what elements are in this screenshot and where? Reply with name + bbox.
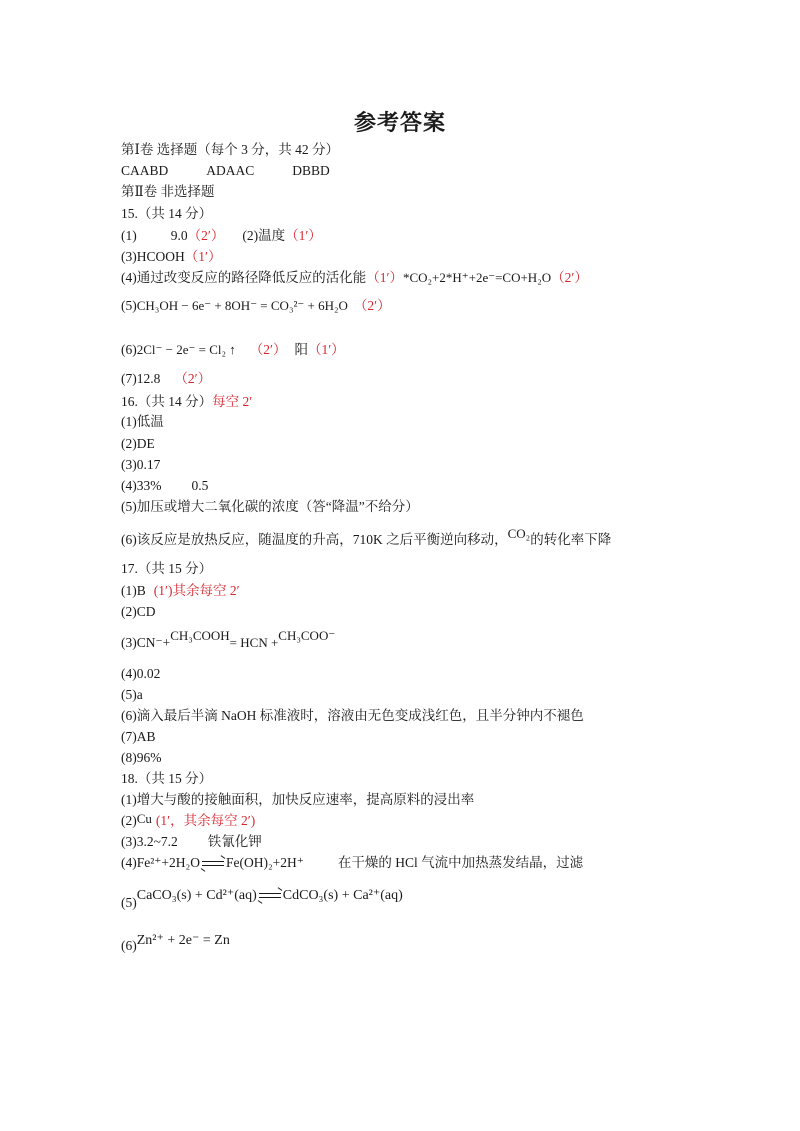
q17-4: (4)0.02 xyxy=(121,666,161,681)
score-mark: （2′） xyxy=(174,371,212,386)
q18-2: (2)Cu (1′，其余每空 2′) xyxy=(121,811,256,828)
answers-group-2: ADAAC xyxy=(206,163,255,178)
q16-4: (4)33% 0.5 xyxy=(121,478,209,493)
score-mark: （2′） xyxy=(551,270,588,285)
q17-header: 17.（共 15 分） xyxy=(121,561,213,576)
formula: *CO₂+2*H⁺+2e⁻=CO+H₂O xyxy=(402,270,552,285)
choice-answers xyxy=(121,164,330,178)
q17-1: (1)B (1′)其余每空 2′ xyxy=(121,583,240,598)
q17-2: (2)CD xyxy=(121,604,156,619)
q17-6: (6)滴入最后半滴 NaOH 标准液时，溶液由无色变成浅红色，且半分钟内不褪色 xyxy=(121,708,584,723)
q18-1: (1)增大与酸的接触面积，加快反应速率，提高原料的浸出率 xyxy=(121,792,475,807)
score-mark: （2′） xyxy=(187,228,225,243)
q15-1-2: (1) 9.0（2′） (2)温度（1′） xyxy=(121,228,322,243)
formula: CH₃COOH xyxy=(170,628,230,643)
answers-group-3: DBBD xyxy=(292,163,330,178)
section-1-header: 第Ⅰ卷 选择题（每个 3 分，共 42 分） xyxy=(121,142,339,157)
q16-3: (3)0.17 xyxy=(121,457,161,472)
score-note: (1′，其余每空 2′) xyxy=(155,813,256,828)
formula: Zn²⁺ + 2e⁻ = Zn xyxy=(136,933,230,948)
q16-header: 16.（共 14 分）每空 2′ xyxy=(121,394,253,409)
formula: Cu xyxy=(136,811,152,826)
q16-6: (6)该反应是放热反应，随温度的升高，710K 之后平衡逆向移动，CO₂的转化率下降 xyxy=(121,526,612,547)
q15-6: (6)2Cl⁻ − 2e⁻ = Cl₂ ↑ （2′） 阳（1′） xyxy=(121,342,345,357)
score-mark: （1′） xyxy=(366,270,403,285)
q18-5: (5)CaCO₃(s) + Cd²⁺(aq) CdCO₃(s) + Ca²⁺(aq) xyxy=(121,888,403,910)
score-mark: （1′） xyxy=(285,228,322,243)
q15-5: (5)CH₃OH − 6e⁻ + 8OH⁻ = CO₃²⁻ + 6H₂O （2′） xyxy=(121,298,391,313)
score-note: (1′)其余每空 2′ xyxy=(153,583,240,598)
answers-group-1: CAABD xyxy=(121,163,169,178)
score-mark: （2′） xyxy=(249,342,287,357)
q15-3: (3)HCOOH（1′） xyxy=(121,249,222,264)
score-mark: （1′） xyxy=(184,249,222,264)
formula: CH₃OH − 6e⁻ + 8OH⁻ = CO₃²⁻ + 6H₂O xyxy=(136,298,348,313)
score-mark: （1′） xyxy=(307,342,345,357)
q18-4: (4)Fe²⁺+2H₂O Fe(OH)₂+2H⁺ 在干燥的 HCl 气流中加热蒸发结晶，过滤 xyxy=(121,855,584,870)
q17-3: (3)CN⁻+CH₃COOH= HCN +CH₃COO⁻ xyxy=(121,628,336,650)
equilibrium-arrow-icon xyxy=(202,860,224,868)
formula: CO₂ xyxy=(507,526,531,541)
formula: 2Cl⁻ − 2e⁻ = Cl₂ ↑ xyxy=(136,342,236,357)
page-title: 参考答案 xyxy=(353,111,446,136)
formula: CH₃COO⁻ xyxy=(278,628,336,643)
q15-header: 15.（共 14 分） xyxy=(121,206,213,221)
q17-8: (8)96% xyxy=(121,750,162,765)
q18-6: (6)Zn²⁺ + 2e⁻ = Zn xyxy=(121,933,230,953)
formula: CaCO₃(s) + Cd²⁺(aq) xyxy=(136,888,257,903)
q16-5: (5)加压或增大二氧化碳的浓度（答“降温”不给分） xyxy=(121,499,419,514)
q17-7: (7)AB xyxy=(121,729,156,744)
q15-7: (7)12.8 （2′） xyxy=(121,371,212,386)
section-2-header: 第Ⅱ卷 非选择题 xyxy=(121,184,215,199)
q18-header: 18.（共 15 分） xyxy=(121,771,213,786)
q15-4: (4)通过改变反应的路径降低反应的活化能（1′）*CO₂+2*H⁺+2e⁻=CO+H₂O（2′） xyxy=(121,270,588,285)
formula: CdCO₃(s) + Ca²⁺(aq) xyxy=(282,888,403,903)
score-mark: （2′） xyxy=(353,298,391,313)
equilibrium-arrow-icon xyxy=(259,892,281,900)
q17-5: (5)a xyxy=(121,687,143,702)
q16-2: (2)DE xyxy=(121,436,155,451)
q18-3: (3)3.2~7.2 铁氰化钾 xyxy=(121,834,262,849)
q16-1: (1)低温 xyxy=(121,414,164,429)
score-note: 每空 2′ xyxy=(212,394,253,409)
